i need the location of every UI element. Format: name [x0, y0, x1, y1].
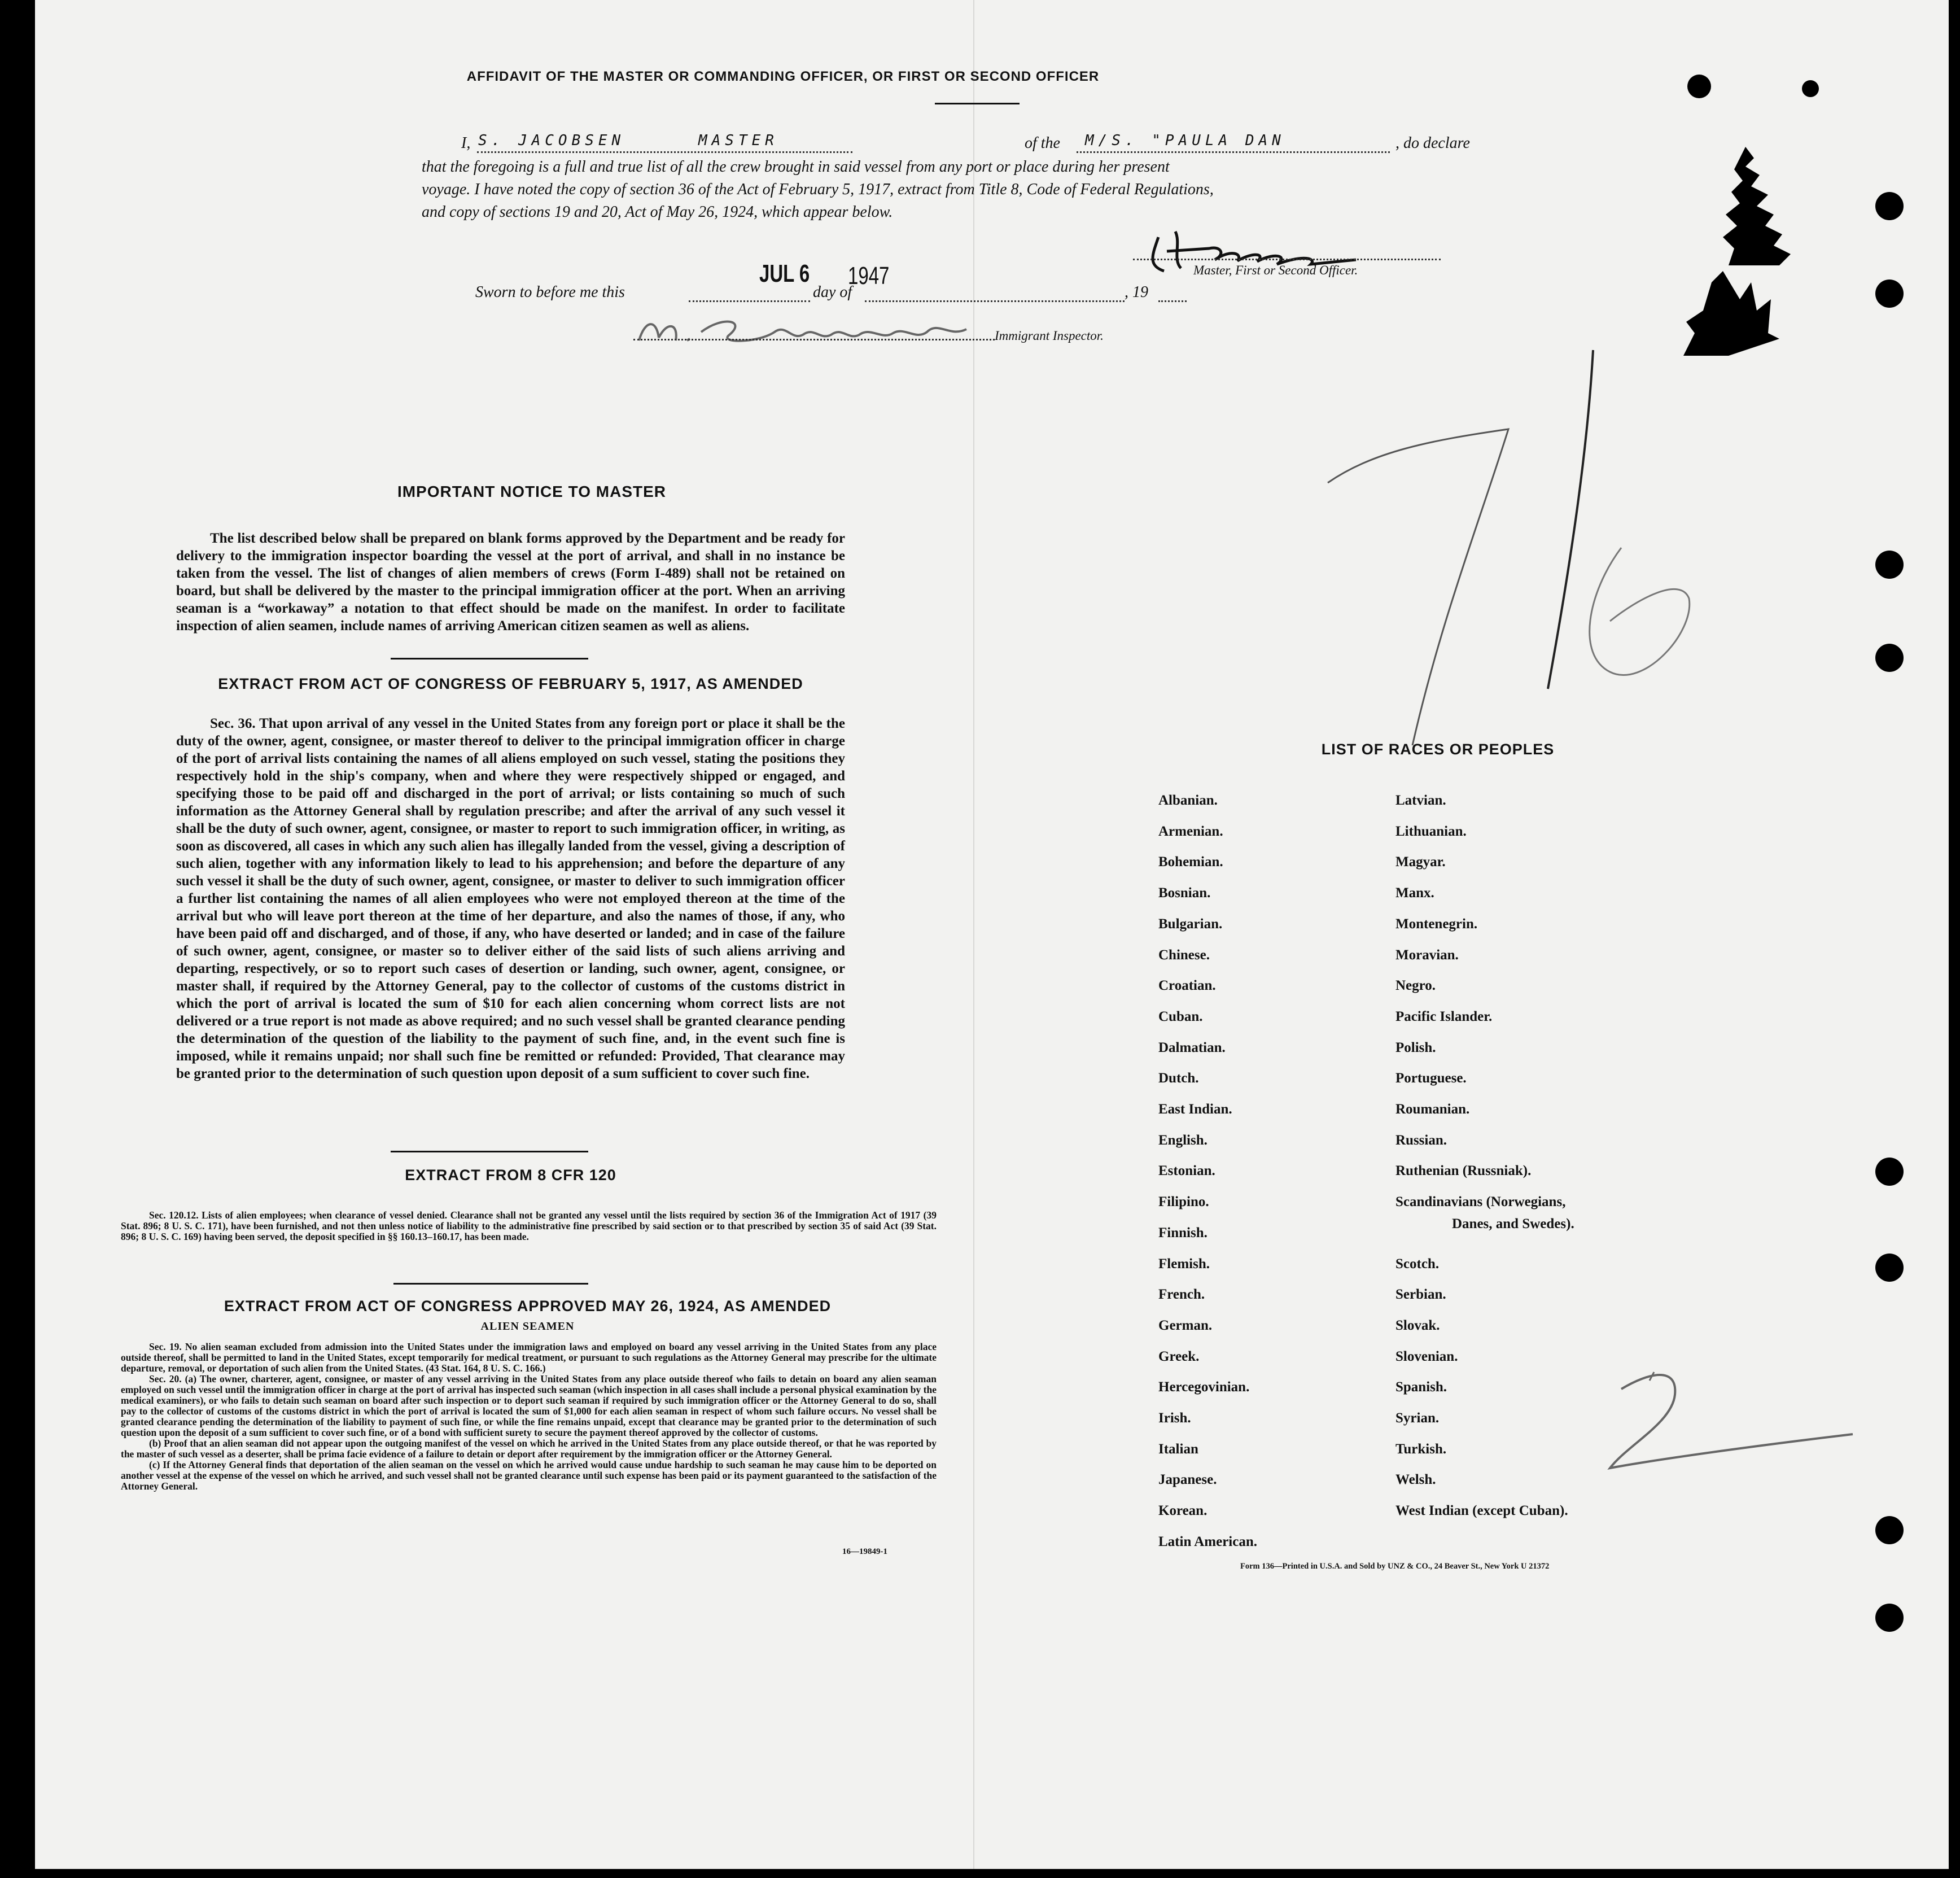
- race-item: Spanish.: [1395, 1379, 1447, 1395]
- race-item: Montenegrin.: [1395, 916, 1478, 932]
- punch-hole: [1875, 1604, 1904, 1632]
- punch-hole: [1802, 80, 1819, 97]
- manifest-page: [35, 0, 1949, 1869]
- sworn-text: Sworn to before me this: [475, 283, 625, 301]
- race-item: Ruthenian (Russniak).: [1395, 1163, 1532, 1179]
- race-item: Bulgarian.: [1158, 916, 1223, 932]
- stamp-year: 1947: [848, 262, 890, 290]
- stamp-date: JUL 6: [759, 260, 810, 287]
- race-item: Lithuanian.: [1395, 823, 1467, 839]
- extract-1917-body: Sec. 36. That upon arrival of any vessel in the United States from any foreign port or place it shall be the duty of the owner, agent, consignee, or master thereof to deliver to the principal immigration officer in charge of the port of arrival lists containing the names of all aliens employed on such vessel, stating the positions they respectively hold in the ship's company, when and where they were respectively shipped or engaged, and specifying those to be paid off and discharged in the port of arrival; or lists containing so much of such information as the Attorney General shall by regulation prescribe; and after the arrival of any such vessel it shall be the duty of such owner, agent, consignee, or master to report to such immigration officer, in writing, as soon as discovered, all cases in which any such alien has illegally landed from the vessel, giving a description of such alien, together with any information likely to lead to his apprehension; and before the departure of any such vessel it shall be the duty of such owner, agent, consignee, or master to deliver to such immigration officer a further list containing the names of all alien employees who were not employed thereon at the time of the arrival but who will leave port thereon at the time of her departure, and also the names of those, if any, who have been paid off and discharged, and of those, if any, who have deserted or landed; and in case of the failure of such owner, agent, consignee, or master so to deliver either of the said lists of such aliens arriving and departing, respectively, or so to report such cases of desertion or landing, such owner, agent, consignee, or master shall, if required by the Attorney General, pay to the collector of customs of the customs district in which the port of arrival is located the sum of $10 for each alien concerning whom correct lists are not delivered or a true report is not made as above required; and no such vessel shall be granted clearance pending the determination of the question of the liability to the payment of such fine, and, in the event such fine is imposed, while it remains unpaid; nor shall such fine be remitted or refunded: Provided, That clearance may be granted prior to the determination of such question upon deposit of a sum sufficient to cover such fine.: [176, 716, 845, 1081]
- punch-hole: [1875, 1254, 1904, 1282]
- race-item: Manx.: [1395, 885, 1434, 901]
- handwritten-fraction-mark: [1305, 339, 1745, 745]
- race-item: Scandinavians (Norwegians,: [1395, 1194, 1566, 1210]
- race-item: Pacific Islander.: [1395, 1008, 1493, 1024]
- sworn-year-line: [1158, 300, 1187, 302]
- master-name-handwritten: S. JACOBSEN: [478, 132, 625, 149]
- race-item: Magyar.: [1395, 854, 1446, 870]
- race-item: Slovak.: [1395, 1317, 1440, 1333]
- scandinavians-continuation: Danes, and Swedes).: [1452, 1216, 1574, 1231]
- notice-title: IMPORTANT NOTICE TO MASTER: [397, 483, 667, 500]
- of-the-label: of the: [1025, 134, 1060, 152]
- declaration-line-3: voyage. I have noted the copy of section 36 of the Act of February 5, 1917, extract from Title 8, Code of Federal Regulations,: [422, 181, 1214, 198]
- punch-hole: [1875, 551, 1904, 579]
- race-item: Roumanian.: [1395, 1102, 1470, 1117]
- race-item: Chinese.: [1158, 947, 1210, 963]
- race-item: Portuguese.: [1395, 1071, 1467, 1086]
- notice-body: The list described below shall be prepared on blank forms approved by the Department and be ready for delivery to the immigration inspector boarding the vessel at the port of arrival, and shall in no instance be taken from the vessel. The list of changes of alien members of crews (Form I-489) shall not be retained on board, but shall be delivered by the master to the principal immigration officer at the port. When an arriving seaman is a “workaway” a notation to that effect should be made on the manifest. In order to facilitate inspection of alien seamen, include names of arriving American citizen seamen as well as aliens.: [176, 531, 845, 634]
- race-item: Greek.: [1158, 1348, 1200, 1364]
- handwritten-number-2: [1587, 1361, 1858, 1485]
- race-item: Dutch.: [1158, 1071, 1199, 1086]
- race-item: Polish.: [1395, 1040, 1436, 1055]
- seal-fragment: [1661, 136, 1796, 361]
- inspector-signature-line: [633, 339, 995, 340]
- punch-hole: [1875, 644, 1904, 672]
- race-item: Russian.: [1395, 1132, 1447, 1148]
- extract-cfr-body: Sec. 120.12. Lists of alien employees; when clearance of vessel denied. Clearance shall not be granted any vessel until the lists required by section 36 of the Immigration Act of 1917 (39 Stat. 896; 8 U. S. C. 171), have been furnished, and not then unless notice of liability to the administrative fine prescribed by said section or to that prescribed by section 35 of said Act (39 Stat. 896; 8 U. S. C. 169) having been served, the deposit specified in §§ 160.13–160.17, has been made.: [121, 1209, 937, 1242]
- declaration-line-2: that the foregoing is a full and true list of all the crew brought in said vessel from any port or place during her present: [422, 158, 1170, 176]
- race-item: Moravian.: [1395, 947, 1459, 963]
- punch-hole: [1875, 279, 1904, 308]
- race-item: Italian: [1158, 1441, 1198, 1457]
- race-item: East Indian.: [1158, 1102, 1232, 1117]
- vessel-dotted-line: [1077, 151, 1390, 153]
- form-printer-footer: Form 136—Printed in U.S.A. and Sold by UNZ & CO., 24 Beaver St., New York U 21372: [1240, 1562, 1550, 1571]
- sworn-day-line: [689, 300, 810, 302]
- race-item: West Indian (except Cuban).: [1395, 1503, 1568, 1519]
- race-item: Armenian.: [1158, 823, 1223, 839]
- vessel-name-handwritten: M/S. "PAULA DAN: [1085, 132, 1285, 149]
- extract-1917-title: EXTRACT FROM ACT OF CONGRESS OF FEBRUARY 5, 1917, AS AMENDED: [218, 675, 803, 692]
- punch-hole: [1875, 192, 1904, 220]
- do-declare-label: , do declare: [1395, 134, 1470, 152]
- race-item: Croatian.: [1158, 978, 1216, 994]
- center-fold: [973, 0, 974, 1869]
- race-item: Syrian.: [1395, 1410, 1440, 1426]
- sec-20c-text: (c) If the Attorney General finds that deportation of the alien seaman on the vessel on which he arrived would cause undue hardship to such seaman he may cause him to be deported on another vessel at the expense of the vessel on which he arrived, and such vessel shall not be granted clearance until such expense has been paid or its payment guaranteed to the satisfaction of the Attorney General.: [121, 1459, 937, 1492]
- race-item: Negro.: [1395, 978, 1436, 994]
- race-item: Korean.: [1158, 1503, 1208, 1519]
- punch-hole: [1687, 75, 1711, 98]
- sec-19-text: Sec. 19. No alien seaman excluded from admission into the United States under the immigration laws and employed on board any vessel arriving in the United States from any place outside thereof, shall be permitted to land in the United States, except temporarily for medical treatment, or pursuant to such regulations as the Attorney General may prescribe for the ultimate departure, removal, or deportation of such alien from the United States. (43 Stat. 164, 8 U. S. C. 166.): [121, 1341, 937, 1374]
- race-item: Flemish.: [1158, 1256, 1210, 1272]
- inspector-caption: Immigrant Inspector.: [995, 329, 1104, 343]
- declaration-line-4: and copy of sections 19 and 20, Act of May 26, 1924, which appear below.: [422, 203, 893, 221]
- race-item: Dalmatian.: [1158, 1040, 1226, 1055]
- extract-1924-subtitle: ALIEN SEAMEN: [480, 1320, 575, 1333]
- extract-1917-rule: [391, 1151, 588, 1152]
- extract-cfr-rule: [393, 1283, 588, 1285]
- race-item: Latvian.: [1395, 793, 1446, 808]
- race-item: Welsh.: [1395, 1472, 1436, 1488]
- race-item: Slovenian.: [1395, 1348, 1458, 1364]
- affidavit-title: AFFIDAVIT OF THE MASTER OR COMMANDING OFFICER, OR FIRST OR SECOND OFFICER: [466, 69, 1100, 84]
- extract-cfr-title: EXTRACT FROM 8 CFR 120: [405, 1167, 616, 1183]
- race-item: Filipino.: [1158, 1194, 1209, 1210]
- day-of-label: day of: [813, 283, 852, 301]
- race-item: English.: [1158, 1132, 1208, 1148]
- race-item: German.: [1158, 1317, 1213, 1333]
- master-signature-caption: Master, First or Second Officer.: [1193, 263, 1358, 277]
- race-item: Hercegovinian.: [1158, 1379, 1250, 1395]
- race-item: French.: [1158, 1287, 1205, 1303]
- sec-20a-text: Sec. 20. (a) The owner, charterer, agent, consignee, or master of any vessel arriving in the United States from any place outside thereof who fails to detain on board any alien seaman employed on such vessel until the immigration officer in charge at the port of arrival has inspected such seaman (which inspection in all cases shall include a personal physical examination by the medical examiners), or who fails to detain such seaman on board after such inspection or to deport such seaman if required by such immigration officer or the Attorney General to do so, shall pay to the collector of customs of the customs district in which the port of arrival is located the sum of $1,000 for each alien seaman in respect of whom such failure occurs. No vessel shall be granted clearance pending the determination of the liability to payment of such fine, or while the fine remains unpaid, except that clearance may be granted prior to the determination of such question upon the deposit of a sum sufficient to cover such fine, or of a bond with sufficient surety to secure the payment thereof approved by the collector of customs.: [121, 1373, 937, 1438]
- races-title: LIST OF RACES OR PEOPLES: [1321, 741, 1555, 758]
- affidavit-title-rule: [935, 103, 1020, 104]
- race-item: Japanese.: [1158, 1472, 1217, 1488]
- extract-1924-title: EXTRACT FROM ACT OF CONGRESS APPROVED MAY 26, 1924, AS AMENDED: [224, 1298, 832, 1314]
- race-item: Serbian.: [1395, 1287, 1446, 1303]
- sec-20b-text: (b) Proof that an alien seaman did not appear upon the outgoing manifest of the vessel on which he arrived in the United States from any place outside thereof, or that he was reported by the master of such vessel as a deserter, shall be prima facie evidence of a failure to detain or deport after requirement by the immigration officer or the Attorney General.: [121, 1438, 937, 1460]
- affidavit-line-1: [461, 134, 1534, 157]
- punch-hole: [1875, 1516, 1904, 1544]
- i-prefix: I,: [461, 134, 471, 152]
- sworn-month-line: [865, 300, 1125, 302]
- race-item: Latin American.: [1158, 1534, 1257, 1549]
- race-item: Finnish.: [1158, 1225, 1208, 1241]
- extract-1924-body: [121, 1342, 937, 1492]
- race-item: Scotch.: [1395, 1256, 1440, 1272]
- race-item: Albanian.: [1158, 793, 1218, 808]
- punch-hole: [1875, 1158, 1904, 1186]
- form-code-left: 16—19849-1: [842, 1547, 887, 1556]
- race-item: Bohemian.: [1158, 854, 1223, 870]
- master-rank-handwritten: MASTER: [698, 132, 778, 149]
- inspector-signature: [633, 309, 989, 349]
- master-signature-line: [1133, 259, 1441, 260]
- race-item: Bosnian.: [1158, 885, 1211, 901]
- race-item: Irish.: [1158, 1410, 1191, 1426]
- race-item: Estonian.: [1158, 1163, 1215, 1179]
- year-prefix: , 19: [1125, 283, 1148, 301]
- name-dotted-line: [477, 151, 852, 153]
- race-item: Cuban.: [1158, 1008, 1203, 1024]
- race-item: Turkish.: [1395, 1441, 1447, 1457]
- notice-rule: [391, 658, 588, 660]
